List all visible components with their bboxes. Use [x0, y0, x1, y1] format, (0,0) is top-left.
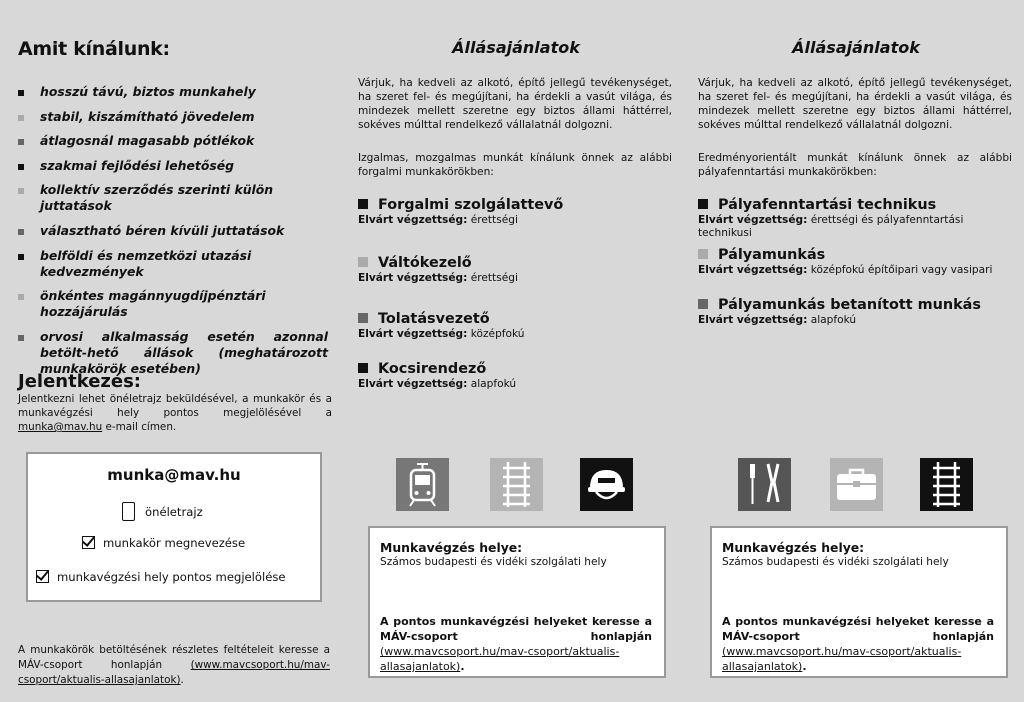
checkbox-checked-icon [36, 570, 49, 583]
bullet-square-icon [358, 199, 368, 209]
workplace-text: Számos budapesti és vidéki szolgálati hely [380, 556, 607, 568]
bullet-square-icon [358, 363, 368, 373]
bullet-square-icon [18, 188, 24, 194]
workplace-footer: A pontos munkavégzési helyeket keresse a MÁV-csoport honlapján (www.mavcsoport.hu/mav-csoport/aktualis-allasajanlatok). [722, 615, 994, 673]
bullet-square-icon [358, 313, 368, 323]
document-icon [122, 502, 135, 521]
bullet-square-icon [18, 294, 24, 300]
application-checklist [26, 452, 322, 602]
bullet-square-icon [358, 257, 368, 267]
list-item: önkéntes magánnyugdíjpénztári hozzájárulás [18, 288, 332, 320]
track-icon [490, 458, 543, 511]
list-item: átlagosnál magasabb pótlékok [18, 133, 332, 149]
checkbox-checked-icon [82, 536, 95, 549]
workplace-box [368, 526, 666, 678]
intro-text-2: Izgalmas, mozgalmas munkát kínálunk önnek az alábbi forgalmi munkakörökben: [358, 152, 672, 178]
intro-text-2: Eredményorientált munkát kínálunk önnek az alábbi pályafenntartási munkakörökben: [698, 152, 1012, 178]
list-item: szakmai fejlődési lehetőség [18, 158, 332, 174]
list-item: belföldi és nemzetközi utazási kedvezmények [18, 248, 332, 280]
list-item: stabil, kiszámítható jövedelem [18, 109, 332, 125]
details-note: A munkakörök betöltésének részletes feltételeit keresse a MÁV-csoport honlapján (www.mavcsoport.hu/mav-csoport/aktualis-allasajanlatok). [18, 644, 330, 686]
tools-icon [738, 458, 791, 511]
toolbox-icon [830, 458, 883, 511]
bullet-square-icon [18, 90, 24, 96]
job-offers-title: Állásajánlatok [452, 38, 580, 57]
helmet-icon [580, 458, 633, 511]
position-item: Forgalmi szolgálattevő Elvárt végzettség: érettségi [358, 197, 564, 226]
workplace-footer: A pontos munkavégzési helyeket keresse a MÁV-csoport honlapján (www.mavcsoport.hu/mav-csoport/aktualis-allasajanlatok). [380, 615, 652, 673]
workplace-text: Számos budapesti és vidéki szolgálati hely [722, 556, 949, 568]
tram-icon [396, 458, 449, 511]
list-item: orvosi alkalmasság esetén azonnal betölt-hető állások (meghatározott munkakörök esetében) [18, 329, 332, 377]
apply-title: Jelentkezés: [18, 371, 141, 392]
checklist-place: munkavégzési hely pontos megjelölése [36, 570, 286, 584]
checklist-job: munkakör megnevezése [82, 536, 245, 550]
workplace-box [710, 526, 1008, 678]
bullet-square-icon [18, 229, 24, 235]
bullet-square-icon [18, 335, 24, 341]
track-icon [920, 458, 973, 511]
position-item: Pályamunkás Elvárt végzettség: középfokú építőipari vagy vasipari [698, 247, 993, 276]
position-item: Váltókezelő Elvárt végzettség: érettségi [358, 255, 518, 284]
intro-text: Várjuk, ha kedveli az alkotó, építő jellegű tevékenységet, ha szeret fel- és megújítani, ha érdekli a vasút világa, és mindezek mellett szeretne egy biztos állami háttérrel, sokéves múlttal rendelkező vállalatnál dolgozni. [358, 77, 672, 131]
bullet-square-icon [698, 199, 708, 209]
website-link[interactable]: (www.mavcsoport.hu/mav-csoport/aktualis-allasajanlatok) [18, 659, 330, 686]
job-offers-title: Állásajánlatok [792, 38, 920, 57]
position-item: Tolatásvezető Elvárt végzettség: középfokú [358, 311, 525, 340]
list-item: kollektív szerződés szerinti külön juttatások [18, 182, 332, 214]
website-link[interactable]: (www.mavcsoport.hu/mav-csoport/aktualis-allasajanlatok) [722, 645, 962, 673]
email-link[interactable]: munka@mav.hu [18, 421, 103, 433]
workplace-heading: Munkavégzés helye: [722, 540, 865, 555]
bullet-square-icon [698, 299, 708, 309]
checklist-cv: önéletrajz [122, 502, 203, 521]
bullet-square-icon [18, 115, 24, 121]
email-address: munka@mav.hu [107, 466, 241, 484]
list-item: hosszú távú, biztos munkahely [18, 84, 332, 100]
position-item: Pályamunkás betanított munkás Elvárt végzettség: alapfokú [698, 297, 981, 326]
list-item: választható béren kívüli juttatások [18, 223, 332, 239]
bullet-square-icon [18, 164, 24, 170]
bullet-square-icon [698, 249, 708, 259]
bullet-square-icon [18, 139, 24, 145]
offers-list [18, 84, 332, 385]
position-item: Pályafenntartási technikus Elvárt végzettség: érettségi és pályafenntartási technikusi [698, 197, 964, 239]
website-link[interactable]: (www.mavcsoport.hu/mav-csoport/aktualis-allasajanlatok) [380, 645, 620, 673]
offers-title: Amit kínálunk: [18, 38, 170, 60]
position-item: Kocsirendező Elvárt végzettség: alapfokú [358, 361, 517, 390]
intro-text: Várjuk, ha kedveli az alkotó, építő jellegű tevékenységet, ha szeret fel- és megújítani, ha érdekli a vasút világa, és mindezek mellett szeretne egy biztos állami háttérrel, sokéves múlttal rendelkező vállalatnál dolgozni. [698, 77, 1012, 131]
workplace-heading: Munkavégzés helye: [380, 540, 523, 555]
apply-text: Jelentkezni lehet önéletrajz beküldésével, a munkakör és a munkavégzési hely pontos megjelölésével a munka@mav.hu e-mail címen. [18, 393, 332, 433]
bullet-square-icon [18, 254, 24, 260]
